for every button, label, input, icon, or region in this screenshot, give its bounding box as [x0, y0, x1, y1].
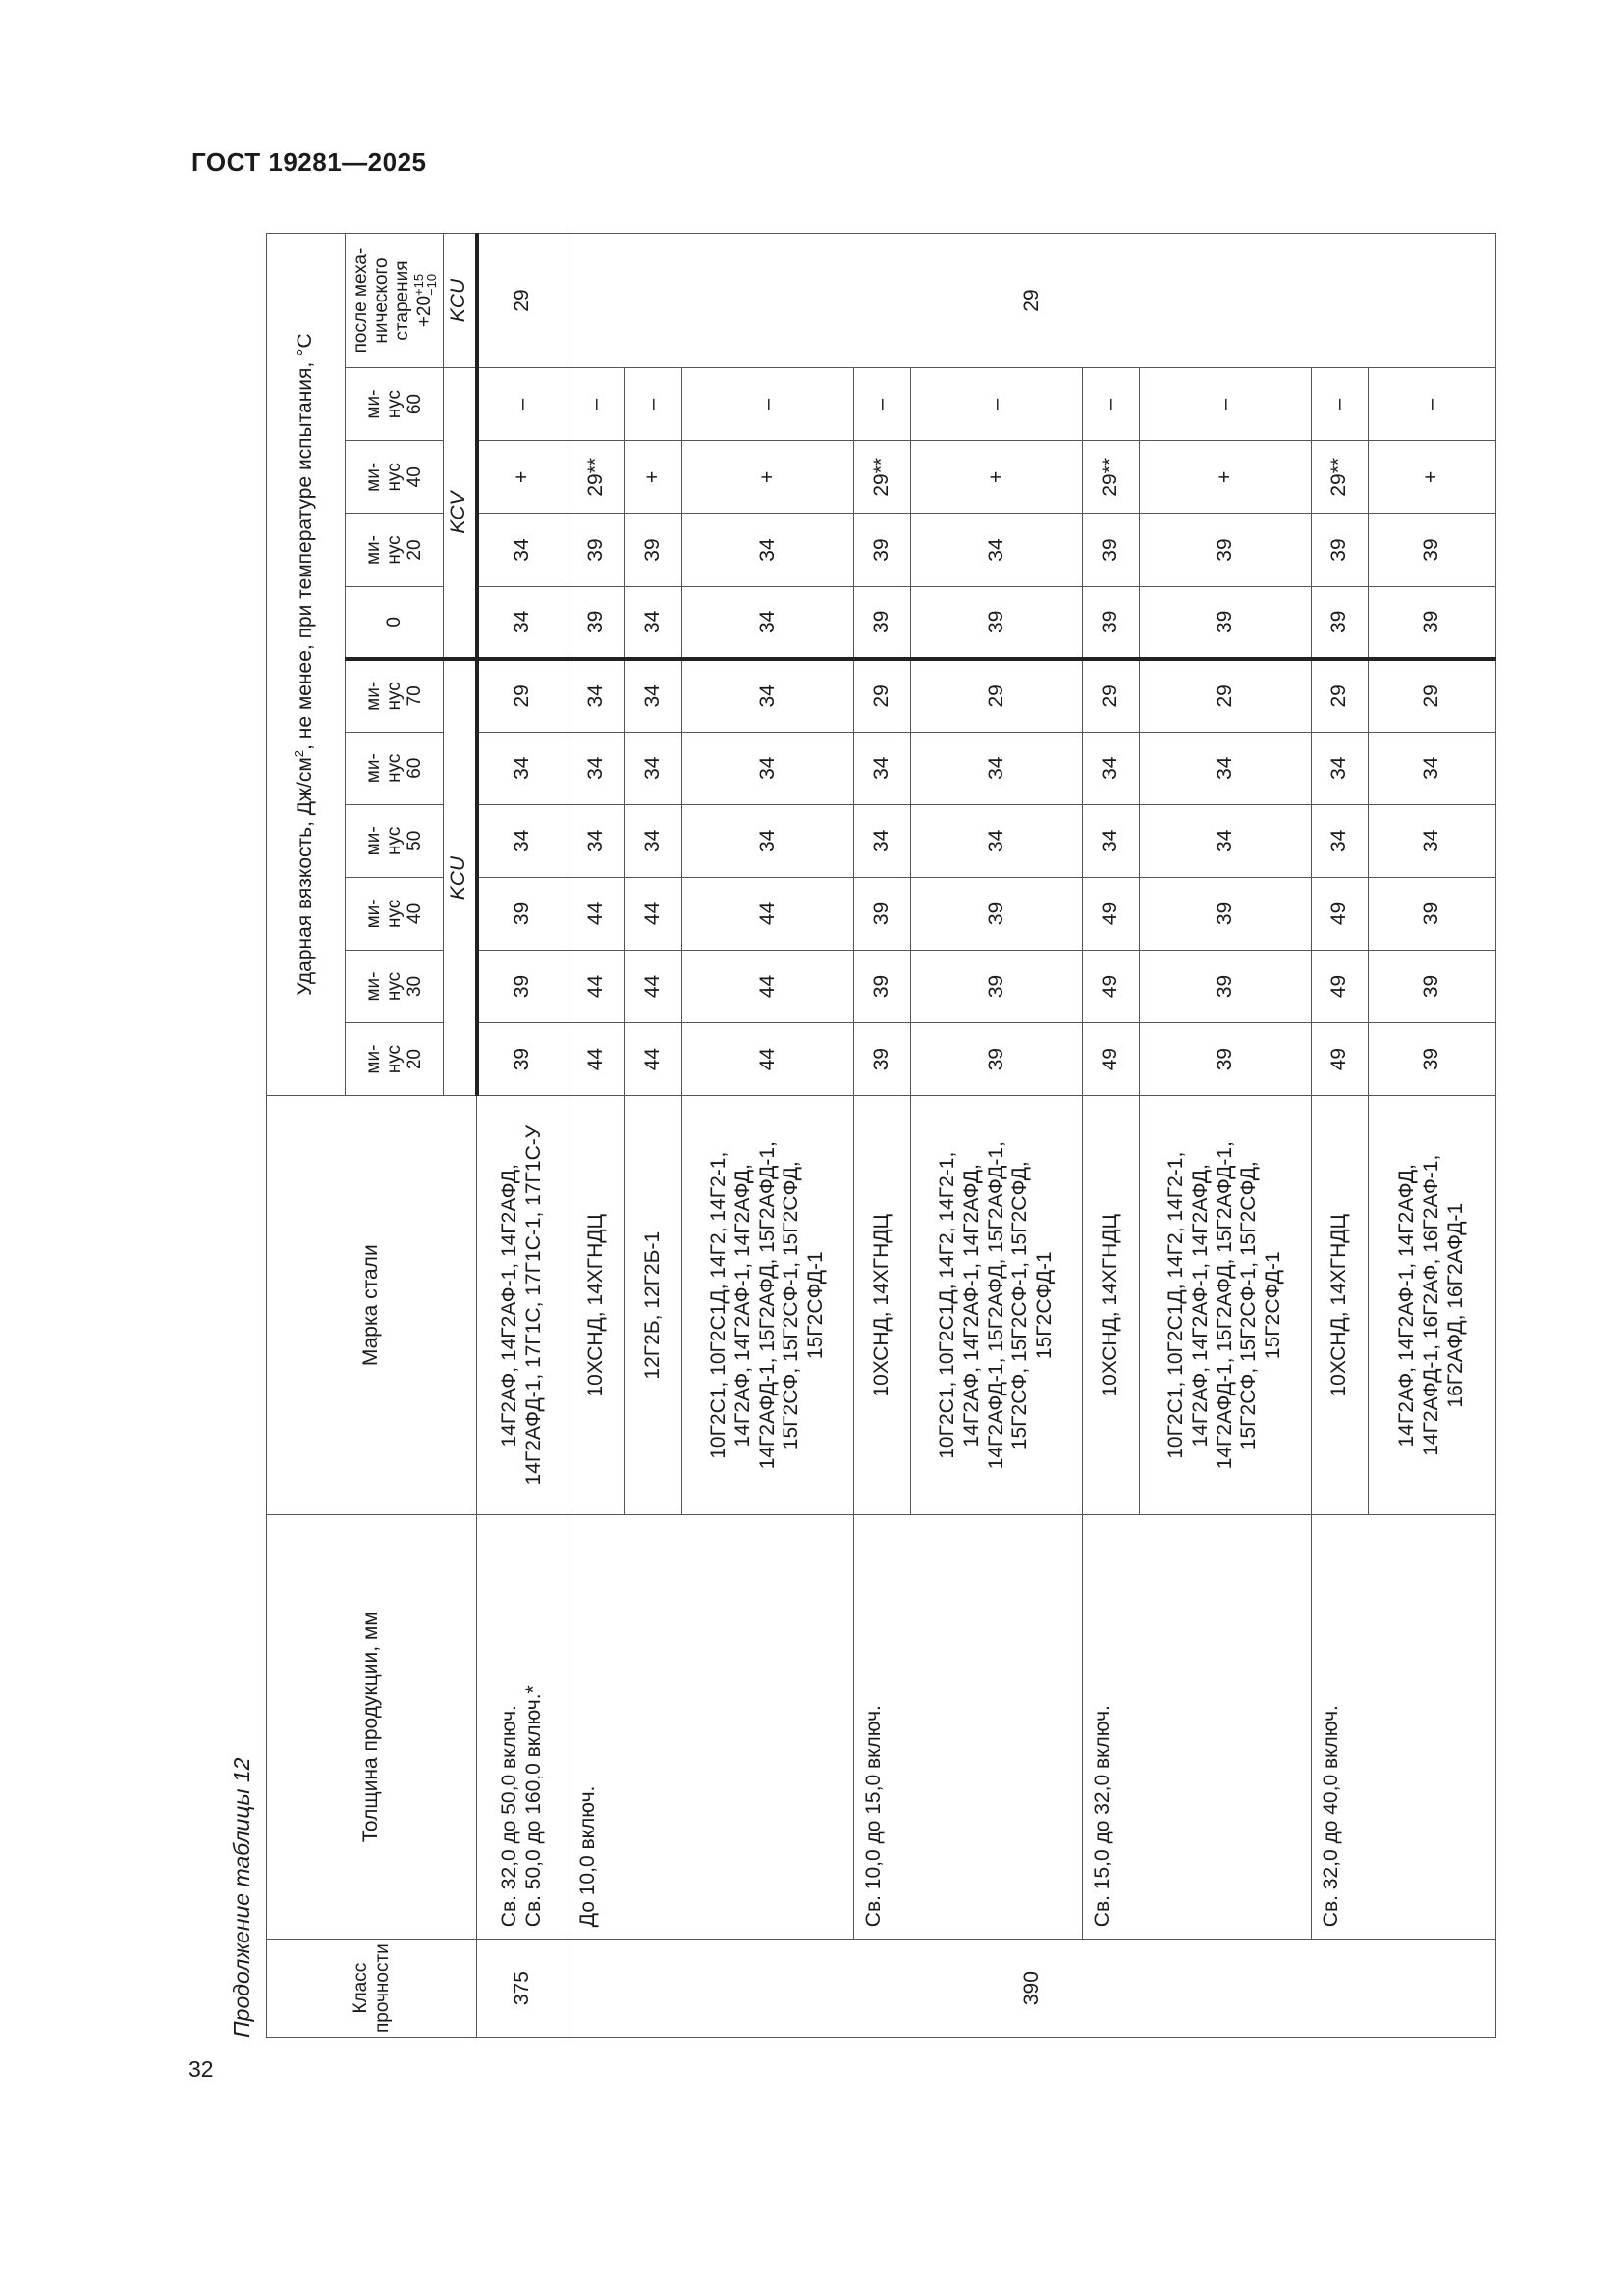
cell-kcu-value: 29: [854, 659, 911, 732]
cell-kcu-value: 44: [568, 1023, 625, 1096]
header-temp-kcv: ми- нус 40: [346, 441, 444, 514]
header-temp-kcu: ми- нус 50: [346, 804, 444, 877]
cell-grade: 14Г2АФ, 14Г2АФ-1, 14Г2АФД, 14Г2АФД-1, 16Г2АФ, 16Г2АФ-1, 16Г2АФД, 16Г2АФД-1: [1369, 1096, 1496, 1515]
cell-grade: 10ХСНД, 14ХГНДЦ: [1312, 1096, 1369, 1515]
cell-kcu-value: 34: [682, 732, 854, 804]
table-row: [1312, 234, 1369, 2038]
cell-kcv-value: 34: [682, 514, 854, 586]
cell-kcu-value: 29: [1140, 659, 1312, 732]
cell-kcu-value: 34: [1369, 732, 1496, 804]
cell-grade: 14Г2АФ, 14Г2АФ-1, 14Г2АФД, 14Г2АФД-1, 17Г1С, 17Г1С-1, 17Г1С-У: [477, 1096, 568, 1515]
cell-thickness: Св. 10,0 до 15,0 включ.: [854, 1515, 1083, 1940]
table-row: [568, 234, 625, 2038]
cell-kcv-value: 34: [911, 514, 1083, 586]
cell-kcv-value: –: [1369, 368, 1496, 441]
cell-kcu-value: 34: [682, 804, 854, 877]
cell-kcu-value: 29: [1312, 659, 1369, 732]
header-temp-kcu: ми- нус 40: [346, 877, 444, 950]
cell-kcu-value: 34: [1140, 804, 1312, 877]
cell-kcu-value: 39: [911, 877, 1083, 950]
cell-kcu-value: 49: [1083, 1023, 1140, 1096]
cell-kcu-value: 44: [625, 877, 682, 950]
cell-grade: 10ХСНД, 14ХГНДЦ: [1083, 1096, 1140, 1515]
header-temp-kcv: 0: [346, 586, 444, 659]
cell-kcv-value: –: [568, 368, 625, 441]
cell-grade: 10ХСНД, 14ХГНДЦ: [854, 1096, 911, 1515]
cell-kcv-value: 34: [477, 586, 568, 659]
cell-kcu-value: 34: [682, 659, 854, 732]
cell-kcu-value: 39: [477, 877, 568, 950]
cell-kcu-value: 34: [625, 804, 682, 877]
header-temp-kcv: ми- нус 60: [346, 368, 444, 441]
cell-kcv-value: 39: [1312, 514, 1369, 586]
cell-kcv-value: –: [625, 368, 682, 441]
cell-kcu-value: 34: [625, 659, 682, 732]
cell-kcv-value: 39: [568, 586, 625, 659]
header-thickness: Толщина продукции, мм: [267, 1515, 477, 1940]
cell-thickness: До 10,0 включ.: [568, 1515, 854, 1940]
cell-kcu-value: 34: [568, 732, 625, 804]
cell-kcv-value: 34: [477, 514, 568, 586]
cell-thickness: Св. 32,0 до 50,0 включ. Св. 50,0 до 160,0 включ.*: [477, 1515, 568, 1940]
table-row: [854, 234, 911, 2038]
cell-kcv-value: 39: [854, 586, 911, 659]
cell-grade: 10Г2С1, 10Г2С1Д, 14Г2, 14Г2-1, 14Г2АФ, 14Г2АФ-1, 14Г2АФД, 14Г2АФД-1, 15Г2АФД, 15Г2АФД-1, 15Г2СФ, 15Г2СФ-1, 15Г2СФД, 15Г2СФД-1: [1140, 1096, 1312, 1515]
cell-kcv-value: 39: [1140, 586, 1312, 659]
cell-kcu-value: 34: [1369, 804, 1496, 877]
cell-kcu-value: 44: [682, 877, 854, 950]
header-temp-kcu: ми- нус 70: [346, 659, 444, 732]
header-kcu: KCU: [444, 659, 477, 1096]
cell-kcu-value: 34: [911, 732, 1083, 804]
cell-kcv-value: +: [1369, 441, 1496, 514]
cell-kcu-value: 29: [911, 659, 1083, 732]
cell-kcu-value: 39: [1140, 950, 1312, 1022]
cell-kcu-value: 34: [625, 732, 682, 804]
cell-grade: 10Г2С1, 10Г2С1Д, 14Г2, 14Г2-1, 14Г2АФ, 14Г2АФ-1, 14Г2АФД, 14Г2АФД-1, 15Г2АФД, 15Г2АФД-1, 15Г2СФ, 15Г2СФ-1, 15Г2СФД, 15Г2СФД-1: [911, 1096, 1083, 1515]
header-aging: после меха- нического старения +20+15 −10: [346, 234, 444, 368]
cell-kcu-value: 34: [854, 804, 911, 877]
cell-kcv-value: +: [477, 441, 568, 514]
table-row: [1083, 234, 1140, 2038]
header-kcv: KCV: [444, 368, 477, 659]
cell-kcu-value: 44: [682, 1023, 854, 1096]
cell-kcu-value: 39: [854, 950, 911, 1022]
cell-class: 375: [477, 1940, 568, 2038]
cell-kcu-value: 44: [568, 950, 625, 1022]
cell-kcu-value: 29: [1083, 659, 1140, 732]
cell-kcv-value: 39: [625, 514, 682, 586]
cell-kcu-value: 44: [625, 1023, 682, 1096]
header-temp-kcu: ми- нус 30: [346, 950, 444, 1022]
cell-kcv-value: –: [1312, 368, 1369, 441]
cell-aging: 29: [568, 234, 1496, 368]
cell-kcv-value: 39: [1369, 586, 1496, 659]
cell-kcv-value: –: [854, 368, 911, 441]
cell-grade: 10ХСНД, 14ХГНДЦ: [568, 1096, 625, 1515]
cell-kcu-value: 39: [854, 1023, 911, 1096]
cell-kcu-value: 39: [477, 950, 568, 1022]
cell-thickness: Св. 32,0 до 40,0 включ.: [1312, 1515, 1496, 1940]
header-impact: Ударная вязкость, $Дж/см^2$, не менее, при температуре испытания, °С: [267, 234, 346, 1096]
document-header: ГОСТ 19281—2025: [191, 147, 427, 177]
cell-grade: 10Г2С1, 10Г2С1Д, 14Г2, 14Г2-1, 14Г2АФ, 14Г2АФ-1, 14Г2АФД, 14Г2АФД-1, 15Г2АФД, 15Г2АФД-1, 15Г2СФ, 15Г2СФ-1, 15Г2СФД, 15Г2СФД-1: [682, 1096, 854, 1515]
header-kcu-aging: KCU: [444, 234, 477, 368]
cell-kcu-value: 34: [1312, 732, 1369, 804]
header-temp-kcu: ми- нус 20: [346, 1023, 444, 1096]
cell-kcv-value: 34: [625, 586, 682, 659]
cell-kcv-value: +: [625, 441, 682, 514]
cell-kcu-value: 39: [1140, 877, 1312, 950]
cell-kcv-value: 29**: [1312, 441, 1369, 514]
cell-kcu-value: 29: [1369, 659, 1496, 732]
cell-kcu-value: 34: [477, 732, 568, 804]
cell-kcu-value: 39: [1369, 1023, 1496, 1096]
cell-kcv-value: 29**: [854, 441, 911, 514]
impact-table: [266, 233, 1496, 2038]
cell-kcv-value: –: [682, 368, 854, 441]
cell-kcu-value: 49: [1312, 1023, 1369, 1096]
cell-kcv-value: 39: [911, 586, 1083, 659]
table-row: [477, 234, 568, 2038]
cell-kcv-value: –: [1140, 368, 1312, 441]
cell-class: 390: [568, 1940, 1496, 2038]
cell-kcu-value: 39: [911, 950, 1083, 1022]
cell-kcu-value: 34: [568, 804, 625, 877]
cell-kcu-value: 34: [568, 659, 625, 732]
cell-kcv-value: 39: [1083, 514, 1140, 586]
cell-kcv-value: 39: [1083, 586, 1140, 659]
cell-grade: 12Г2Б, 12Г2Б-1: [625, 1096, 682, 1515]
cell-kcu-value: 49: [1312, 950, 1369, 1022]
cell-kcu-value: 34: [854, 732, 911, 804]
cell-kcu-value: 39: [477, 1023, 568, 1096]
cell-kcv-value: +: [1140, 441, 1312, 514]
cell-kcu-value: 44: [625, 950, 682, 1022]
cell-kcu-value: 39: [854, 877, 911, 950]
cell-kcv-value: 39: [1312, 586, 1369, 659]
page-number: 32: [189, 2056, 214, 2082]
cell-kcv-value: +: [682, 441, 854, 514]
cell-kcu-value: 39: [1369, 950, 1496, 1022]
header-grade: Марка стали: [267, 1096, 477, 1515]
cell-kcv-value: 39: [1369, 514, 1496, 586]
header-temp-kcv: ми- нус 20: [346, 514, 444, 586]
cell-kcu-value: 29: [477, 659, 568, 732]
cell-kcv-value: 29**: [568, 441, 625, 514]
cell-thickness: Св. 15,0 до 32,0 включ.: [1083, 1515, 1312, 1940]
cell-kcv-value: 39: [1140, 514, 1312, 586]
rotated-table-block: [229, 233, 1497, 2038]
cell-kcv-value: 39: [854, 514, 911, 586]
cell-kcv-value: 39: [568, 514, 625, 586]
header-temp-kcu: ми- нус 60: [346, 732, 444, 804]
cell-kcu-value: 34: [1140, 732, 1312, 804]
table-caption: Продолжение таблицы 12: [229, 1757, 254, 2038]
cell-kcu-value: 34: [477, 804, 568, 877]
cell-kcu-value: 39: [911, 1023, 1083, 1096]
cell-kcv-value: –: [1083, 368, 1140, 441]
cell-kcu-value: 34: [1083, 732, 1140, 804]
header-class: Класс прочности: [267, 1940, 477, 2038]
cell-kcu-value: 49: [1083, 950, 1140, 1022]
cell-kcu-value: 39: [1140, 1023, 1312, 1096]
cell-kcu-value: 34: [911, 804, 1083, 877]
cell-kcv-value: –: [911, 368, 1083, 441]
cell-kcu-value: 34: [1312, 804, 1369, 877]
cell-aging: 29: [477, 234, 568, 368]
cell-kcu-value: 44: [568, 877, 625, 950]
cell-kcu-value: 34: [1083, 804, 1140, 877]
cell-kcv-value: 34: [682, 586, 854, 659]
cell-kcv-value: –: [477, 368, 568, 441]
cell-kcv-value: +: [911, 441, 1083, 514]
cell-kcu-value: 39: [1369, 877, 1496, 950]
cell-kcv-value: 29**: [1083, 441, 1140, 514]
cell-kcu-value: 49: [1312, 877, 1369, 950]
cell-kcu-value: 44: [682, 950, 854, 1022]
cell-kcu-value: 49: [1083, 877, 1140, 950]
